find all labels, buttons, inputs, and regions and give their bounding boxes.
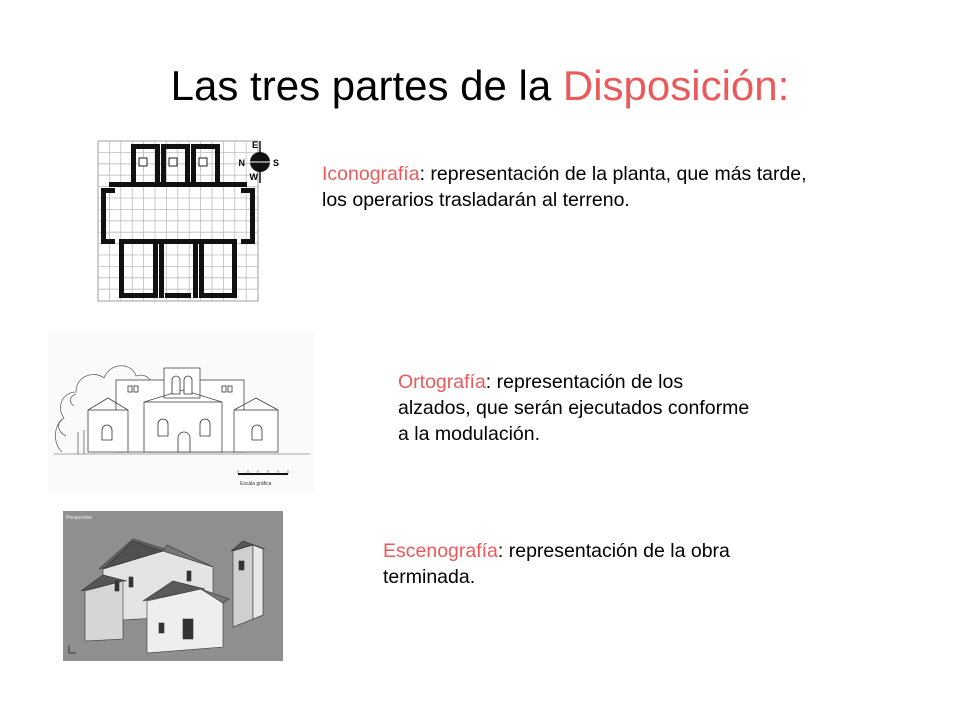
ortografia-text: : representación de los alzados, que serán ejecutados conforme a la modulación.	[398, 371, 750, 445]
compass-east: E	[251, 140, 258, 150]
iconografia-term: Iconografía	[322, 163, 420, 185]
compass-south: S	[273, 158, 280, 168]
title-highlight: Disposición:	[562, 62, 790, 109]
escenografia-text: : representación de la obra terminada.	[383, 540, 730, 588]
compass-icon	[239, 140, 280, 183]
viewport-label: Perspective	[66, 515, 93, 521]
render-viewport-figure	[63, 511, 283, 661]
ortografia-term: Ortografía	[398, 371, 486, 393]
escenografia-term: Escenografía	[383, 540, 498, 562]
plan-altars	[139, 158, 207, 166]
escenografia-paragraph	[383, 538, 773, 590]
ortografia-paragraph	[398, 369, 758, 447]
compass-north: N	[238, 158, 245, 168]
iconografia-text: : representación de la planta, que más tarde, los operarios trasladarán al terreno.	[322, 163, 807, 211]
elevation-drawing-figure	[48, 332, 314, 492]
iconografia-paragraph	[322, 161, 822, 213]
floor-plan-figure	[95, 136, 285, 304]
compass-west: W	[249, 172, 258, 182]
page-title	[0, 62, 960, 110]
scale-caption: Escala gráfica	[240, 481, 272, 487]
title-prefix: Las tres partes de la	[170, 62, 563, 109]
